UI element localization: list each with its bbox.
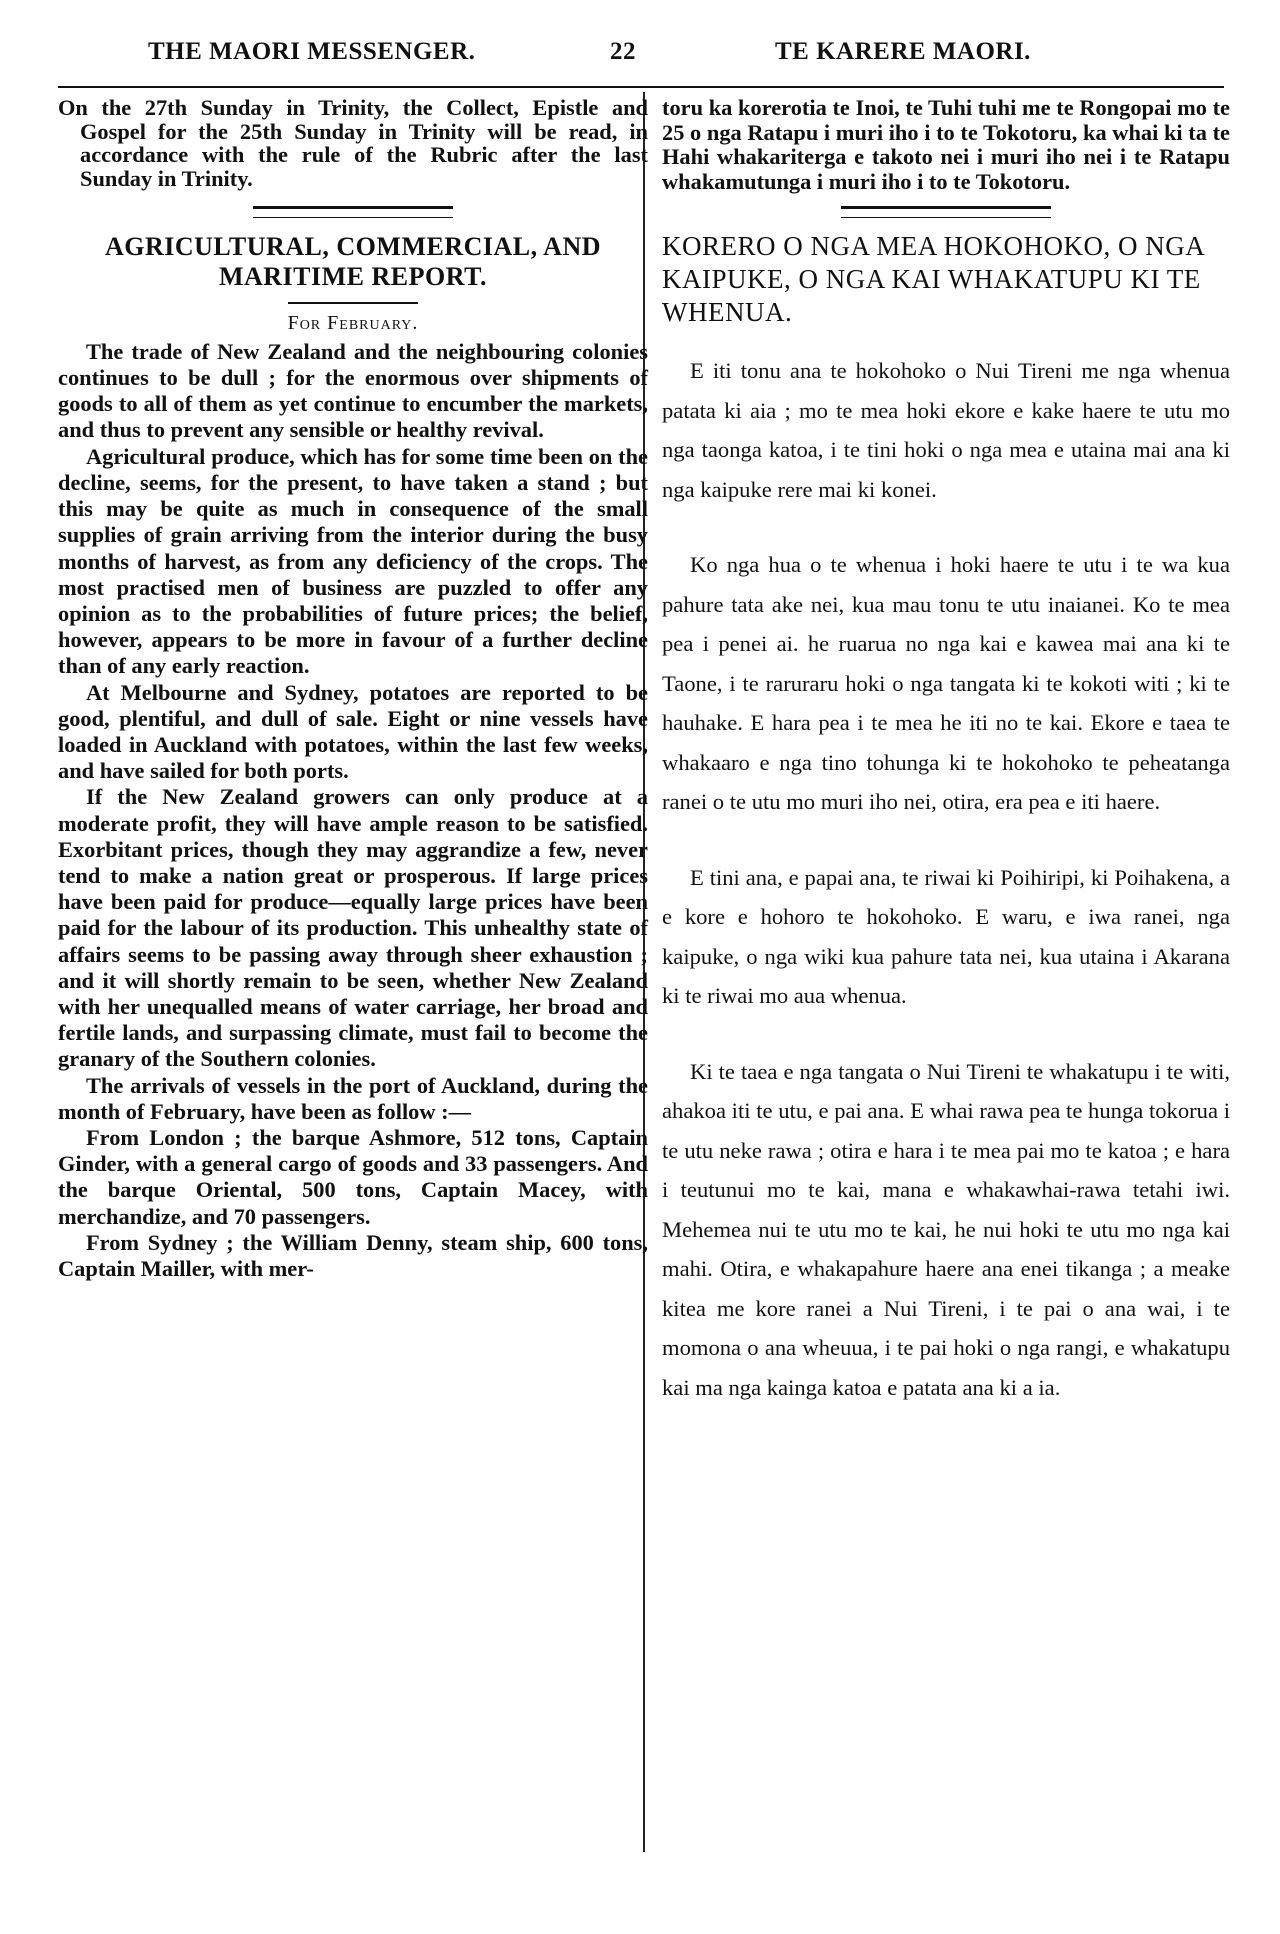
header-rule — [58, 86, 1224, 88]
trinity-notice: On the 27th Sunday in Trinity, the Collect, Epistle and Gospel for the 25th Sunday in Trinity will be read, in accordance with the rule of the Rubric after the last Sunday in Trinity. — [58, 95, 648, 191]
maori-paragraph: E iti tonu ana te hokohoko o Nui Tireni me nga whenua patata ki aia ; mo te mea hoki ekore e kake haere te utu mo nga taonga katoa, i te tini hoki o nga mea e utaina mai ana ki nga kaipuke rere mai ki konei. — [662, 358, 1230, 502]
english-column — [58, 96, 648, 1282]
header-english-title: THE MAORI MESSENGER. — [148, 38, 476, 65]
section-double-rule — [253, 206, 453, 218]
report-heading: AGRICULTURAL, COMMERCIAL, AND MARITIME REPORT. — [104, 232, 602, 292]
maori-paragraph: Ko nga hua o te whenua i hoki haere te utu i te wa kua pahure tata ake nei, kua mau tonu te utu inaianei. Ko te mea pea i penei ai. he ruarua no nga kai e kawea mai ana ki te Taone, i te raruraru hoki o nga tangata ki te kokoti witi ; ki te hauhake. E hara pea i te mea he iti no te kai. Ekore e taea te whakaaro e nga tino tohunga ki te hokohoko te peheatanga ranei o te utu mo muri iho nei, otira, era pea e iti haere. — [662, 552, 1230, 814]
maori-column — [662, 96, 1230, 1407]
running-head — [80, 38, 1200, 74]
report-heading-maori: KORERO O NGA MEA HOKOHOKO, O NGA KAIPUKE, O NGA KAI WHAKATUPU KI TE WHENUA. — [662, 231, 1204, 327]
header-maori-title: TE KARERE MAORI. — [775, 38, 1031, 65]
report-paragraph: Agricultural produce, which has for some time been on the decline, seems, for the present, to have taken a stand ; but this may be quite as much in consequence of the small supplies of grain arriving from the interior during the busy months of harvest, as from any deficiency of the crops. The most practised men of business are puzzled to offer any opinion as to the probabilities of future prices; the belief, however, appears to be more in favour of a further decline than of any early reaction. — [58, 443, 648, 679]
section-double-rule-maori — [841, 206, 1051, 218]
maori-paragraph: Ki te taea e nga tangata o Nui Tireni te whakatupu i te witi, ahakoa iti te utu, e pai ana. E whai rawa pea te hunga tokorua i te utu neke rawa ; otira e hara i te mea pai mo te katoa ; e hara i teutunui mo te kai, mana e whakawhai-rawa tetahi iwi. Mehemea nui te utu mo te kai, he nui hoki te utu mo nga kai mahi. Otira, e whakapahure haere ana enei tikanga ; a meake kitea me kore ranei a Nui Tireni, i te pai o ana wai, i te momona o ana wheuua, i te pai hoki o nga rangi, e whakatupu kai ma nga kainga katoa e patata ana ki a ia. — [662, 1058, 1230, 1400]
report-paragraph: The arrivals of vessels in the port of Auckland, during the month of February, have been as follow :— — [58, 1072, 648, 1124]
report-paragraph: The trade of New Zealand and the neighbouring colonies continues to be dull ; for the enormous over shipments of goods to all of them as yet continue to encumber the markets, and thus to prevent any sensible or healthy revival. — [58, 338, 648, 443]
report-subheading: For February. — [287, 311, 419, 334]
report-paragraph: From Sydney ; the William Denny, steam ship, 600 tons, Captain Mailler, with mer- — [58, 1229, 648, 1281]
report-paragraph: At Melbourne and Sydney, potatoes are reported to be good, plentiful, and dull of sale. Eight or nine vessels have loaded in Auckland with potatoes, within the last few weeks, and have sailed for both ports. — [58, 679, 648, 784]
trinity-notice-maori: toru ka korerotia te Inoi, te Tuhi tuhi me te Rongopai mo te 25 o nga Ratapu i muri iho i to te Tokotoru, ka whai ki ta te Hahi whakariterga e takoto nei i muri iho nei i te Ratapu whakamutunga i muri iho i to te Tokotoru. — [662, 95, 1230, 194]
page-number: 22 — [610, 38, 636, 65]
report-paragraph: From London ; the barque Ashmore, 512 tons, Captain Ginder, with a general cargo of goods and 33 passengers. And the barque Oriental, 500 tons, Captain Macey, with merchandize, and 70 passengers. — [58, 1124, 648, 1229]
maori-paragraph: E tini ana, e papai ana, te riwai ki Poihiripi, ki Poihakena, a e kore e hohoro te hokohoko. E waru, e iwa ranei, nga kaipuke, o nga wiki kua pahure tata nei, kua utaina i Akarana ki te riwai mo aua whenua. — [662, 864, 1230, 1008]
report-paragraph: If the New Zealand growers can only produce at a moderate profit, they will have ample reason to be satisfied. Exorbitant prices, though they may aggrandize a few, never tend to make a nation great or prosperous. If large prices have been paid for produce—equally large prices have been paid for the labour of its production. This unhealthy state of affairs seems to be passing away through sheer exhaustion ; and it will shortly remain to be seen, whether New Zealand with her unequalled means of water carriage, her broad and fertile lands, and surpassing climate, must fail to become the granary of the Southern colonies. — [58, 784, 648, 1072]
